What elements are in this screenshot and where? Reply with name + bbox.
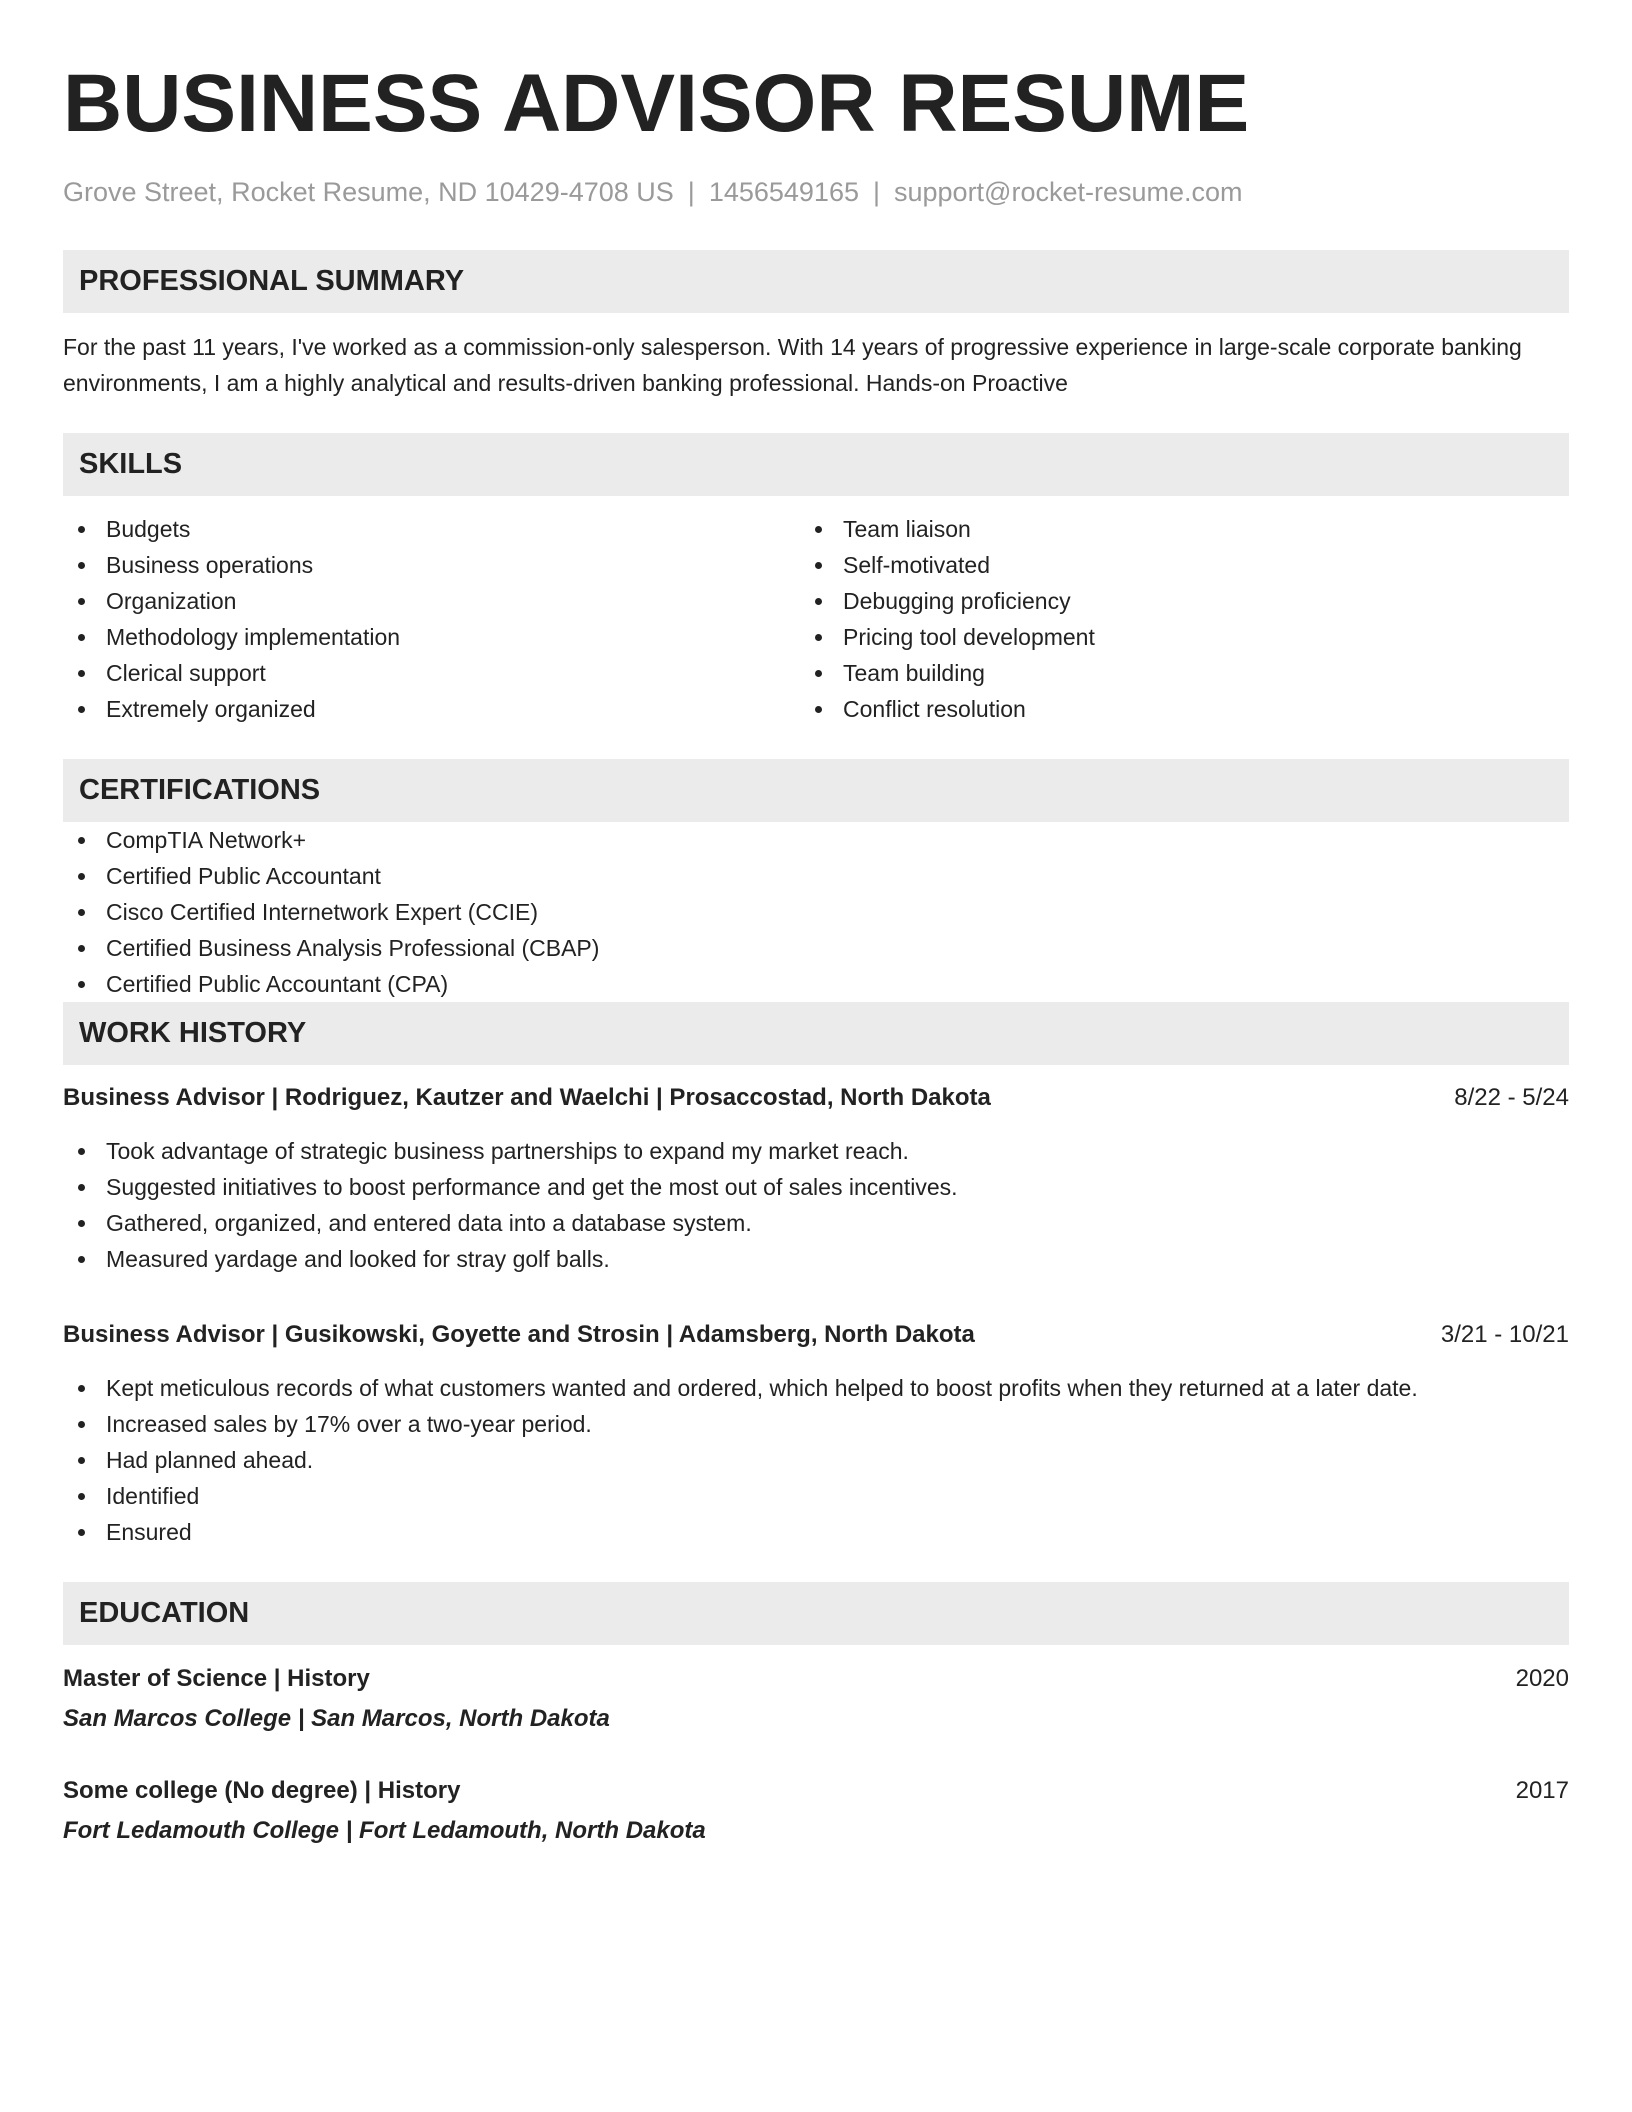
duty-item: Suggested initiatives to boost performance and get the most out of sales incentives. [63, 1169, 1569, 1205]
summary-text: For the past 11 years, I've worked as a commission-only salesperson. With 14 years of progressive experience in large-scale corporate banking environments, I am a highly analytical and results-driven banking professional. Hands-on Proactive [63, 334, 1522, 396]
duty-item: Took advantage of strategic business partnerships to expand my market reach. [63, 1133, 1569, 1169]
certification-item: CompTIA Network+ [63, 822, 1569, 858]
section-header-certifications: CERTIFICATIONS [63, 759, 1569, 822]
skill-item: Self-motivated [800, 547, 1537, 583]
email-text: support@rocket-resume.com [894, 177, 1243, 207]
section-header-education: EDUCATION [63, 1582, 1569, 1645]
degree-title: Some college (No degree) | History [63, 1777, 461, 1804]
skill-item: Team liaison [800, 511, 1537, 547]
job-dates: 3/21 - 10/21 [1440, 1321, 1569, 1348]
skill-item: Conflict resolution [800, 691, 1537, 727]
education-header [63, 1661, 1569, 1697]
skills-column-right [800, 511, 1537, 727]
education-entry [63, 1773, 1569, 1849]
section-header-summary: PROFESSIONAL SUMMARY [63, 250, 1569, 313]
job-header [63, 1317, 1569, 1353]
phone-text: 1456549165 [708, 177, 859, 207]
skills-list [63, 511, 1569, 727]
duty-item: Measured yardage and looked for stray golf balls. [63, 1241, 1569, 1277]
certification-item: Cisco Certified Internetwork Expert (CCIE) [63, 894, 1569, 930]
skill-item: Organization [63, 583, 800, 619]
school-name: Fort Ledamouth College | Fort Ledamouth, North Dakota [63, 1817, 706, 1844]
job-header [63, 1080, 1569, 1116]
education-header [63, 1773, 1569, 1809]
duty-item: Kept meticulous records of what customers wanted and ordered, which helped to boost profits when they returned at a later date. [63, 1370, 1569, 1406]
graduation-year: 2020 [1515, 1665, 1569, 1692]
skills-column-left [63, 511, 800, 727]
skill-item: Pricing tool development [800, 619, 1537, 655]
skill-item: Debugging proficiency [800, 583, 1537, 619]
skill-item: Methodology implementation [63, 619, 800, 655]
contact-line [63, 174, 1569, 210]
skill-item: Extremely organized [63, 691, 800, 727]
job-title: Business Advisor | Gusikowski, Goyette and Strosin | Adamsberg, North Dakota [63, 1321, 975, 1348]
education-entry [63, 1661, 1569, 1737]
certification-item: Certified Public Accountant (CPA) [63, 966, 1569, 1002]
duty-item: Increased sales by 17% over a two-year period. [63, 1406, 1569, 1442]
skill-item: Budgets [63, 511, 800, 547]
skill-item: Team building [800, 655, 1537, 691]
job-entry [63, 1080, 1569, 1277]
job-duties [63, 1133, 1569, 1277]
job-title: Business Advisor | Rodriguez, Kautzer and Waelchi | Prosaccostad, North Dakota [63, 1084, 991, 1111]
duty-item: Identified [63, 1478, 1569, 1514]
section-header-work-history: WORK HISTORY [63, 1002, 1569, 1065]
skill-item: Business operations [63, 547, 800, 583]
job-dates: 8/22 - 5/24 [1454, 1084, 1569, 1111]
address-text: Grove Street, Rocket Resume, ND 10429-4708 US [63, 177, 674, 207]
duty-item: Had planned ahead. [63, 1442, 1569, 1478]
resume-title: BUSINESS ADVISOR RESUME [63, 58, 1250, 149]
graduation-year: 2017 [1515, 1777, 1569, 1804]
certification-item: Certified Public Accountant [63, 858, 1569, 894]
duty-item: Ensured [63, 1514, 1569, 1550]
contact-separator: | [872, 177, 880, 207]
job-duties [63, 1370, 1569, 1550]
contact-separator: | [687, 177, 695, 207]
degree-title: Master of Science | History [63, 1665, 370, 1692]
duty-item: Gathered, organized, and entered data into a database system. [63, 1205, 1569, 1241]
job-entry [63, 1317, 1569, 1550]
skill-item: Clerical support [63, 655, 800, 691]
section-header-skills: SKILLS [63, 433, 1569, 496]
certifications-list [63, 822, 1569, 1002]
school-name: San Marcos College | San Marcos, North Dakota [63, 1705, 610, 1732]
certification-item: Certified Business Analysis Professional (CBAP) [63, 930, 1569, 966]
